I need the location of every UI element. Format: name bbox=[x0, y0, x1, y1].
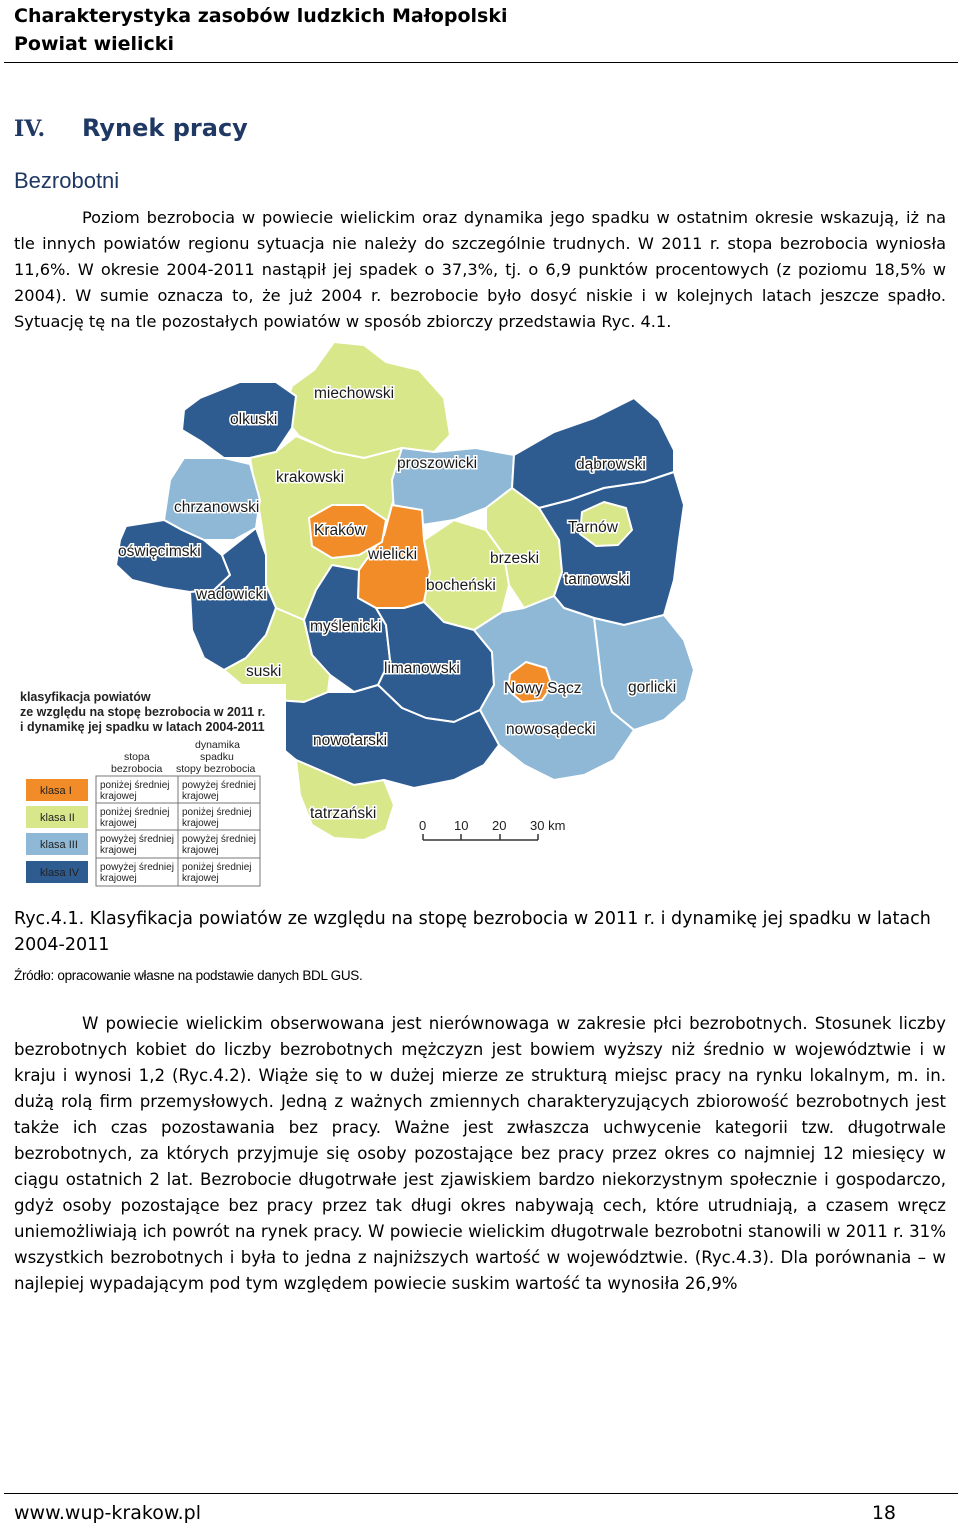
legend-title-3: i dynamikę jej spadku w latach 2004-2011 bbox=[20, 720, 265, 734]
footer-divider bbox=[4, 1493, 958, 1494]
label-wielicki: wielicki bbox=[368, 546, 418, 563]
label-krakow: Kraków bbox=[314, 522, 366, 539]
header-subtitle: Powiat wielicki bbox=[14, 33, 174, 55]
legend-cell: krajowej bbox=[182, 818, 219, 829]
label-proszowicki: proszowicki bbox=[397, 455, 478, 472]
scale-label: 20 bbox=[492, 818, 507, 833]
unemployment-map-figure bbox=[14, 340, 714, 890]
legend-class-1: klasa I bbox=[40, 785, 72, 797]
legend-col1-line1: stopa bbox=[124, 751, 150, 763]
legend-col2-line1: dynamika bbox=[195, 739, 240, 751]
legend-cell: poniżej średniej bbox=[182, 807, 252, 818]
scale-label: 10 bbox=[454, 818, 469, 833]
map-scale-bar bbox=[419, 818, 565, 840]
legend-cell: poniżej średniej bbox=[182, 862, 252, 873]
label-nowy-sacz: Nowy Sącz bbox=[504, 680, 582, 697]
label-nowosadecki: nowosądecki bbox=[506, 721, 596, 738]
legend-cell: powyżej średniej bbox=[182, 834, 256, 845]
legend-cell: krajowej bbox=[100, 845, 137, 856]
legend-cell: krajowej bbox=[100, 818, 137, 829]
label-gorlicki: gorlicki bbox=[628, 679, 677, 696]
page-number: 18 bbox=[871, 1502, 896, 1524]
legend-class-3: klasa III bbox=[40, 839, 78, 851]
legend-cell: krajowej bbox=[100, 873, 137, 884]
chapter-title: Rynek pracy bbox=[82, 114, 248, 142]
intro-paragraph-text: Poziom bezrobocia w powiecie wielickim oraz dynamika jego spadku w ostatnim okresie wskazują, iż na tle innych powiatów regionu sytuacja nie należy do szczególnie trudnych. W 2011 r. stopa bezrobocia wyniosła 11,6%. W okresie 2004-2011 nastąpił jej spadek o 37,3%, tj. o 6,9 punktów procentowych (z poziomu 18,5% w 2004). W sumie oznacza to, że już 2004 r. bezrobocie było dosyć niskie i w kolejnych latach jeszcze spadło. Sytuację tę na tle pozostałych powiatów w sposób zbiorczy przedstawia Ryc. 4.1. bbox=[14, 208, 946, 331]
label-suski: suski bbox=[246, 663, 282, 680]
legend-col1-line2: bezrobocia bbox=[111, 763, 163, 775]
legend-cell: poniżej średniej bbox=[100, 807, 170, 818]
section-subheading: Bezrobotni bbox=[14, 168, 120, 193]
label-chrzanowski: chrzanowski bbox=[174, 499, 260, 516]
legend-cell: krajowej bbox=[182, 845, 219, 856]
footer-url: www.wup-krakow.pl bbox=[14, 1502, 201, 1524]
header-divider bbox=[4, 62, 958, 63]
label-nowotarski: nowotarski bbox=[313, 732, 388, 749]
legend-cell: krajowej bbox=[182, 873, 219, 884]
legend-cell: krajowej bbox=[100, 791, 137, 802]
label-miechowski: miechowski bbox=[314, 385, 395, 402]
intro-paragraph bbox=[14, 205, 946, 335]
label-bochenski: bocheński bbox=[426, 577, 496, 594]
label-tarnowski: tarnowski bbox=[564, 571, 630, 588]
legend-cell: krajowej bbox=[182, 791, 219, 802]
label-olkuski: olkuski bbox=[230, 411, 278, 428]
label-myslenicki: myślenicki bbox=[310, 618, 382, 635]
legend-class-2: klasa II bbox=[40, 812, 75, 824]
page-header bbox=[14, 2, 954, 58]
legend-cell: powyżej średniej bbox=[182, 780, 256, 791]
figure-source: Źródło: opracowanie własne na podstawie danych BDL GUS. bbox=[14, 968, 363, 983]
chapter-number: IV. bbox=[14, 116, 46, 142]
label-wadowicki: wadowicki bbox=[196, 586, 267, 603]
body-paragraph-text: W powiecie wielickim obserwowana jest nierównowaga w zakresie płci bezrobotnych. Stosunek liczby bezrobotnych kobiet do liczby bezrobotnych mężczyzn jest bowiem wyższy niż średnio w województwie i w kraju i wynosi 1,2 (Ryc.4.2). Wiąże się to w dużej mierze ze strukturą miejsc pracy na rynku lokalnym, m. in. dużą rolą firm przemysłowych. Jedną z ważnych zmiennych charakteryzujących zbiorowość bezrobotnych jest także ich czas pozostawania bez pracy. Ważne jest zwłaszcza uchwycenie kategorii tzw. długotrwale bezrobotnych, za których przyjmuje się osoby pozostające bez pracy przez okres co najmniej 12 miesięcy w ciągu ostatnich 2 lat. Bezrobocie długotrwałe jest zjawiskiem bardzo niekorzystnym społecznie i gospodarczo, gdyż osoby pozostające bez pracy przez tak długi okres nabywają cech, które utrudniają, a czasem wręcz uniemożliwiają ich powrót na rynek pracy. W powiecie wielickim długotrwale bezrobotni stanowili w 2011 r. 31% wszystkich bezrobotnych i była to jedna z najniższych wartość w województwie. (Ryc.4.3). Dla porównania – w najlepiej wypadającym pod tym względem powiecie suskim wartość ta wynosiła 26,9% bbox=[14, 1014, 946, 1293]
label-limanowski: limanowski bbox=[384, 660, 460, 677]
scale-label: 0 bbox=[419, 818, 427, 833]
label-dabrowski: dąbrowski bbox=[576, 456, 646, 473]
legend-col2-line3: stopy bezrobocia bbox=[176, 763, 256, 775]
legend-col2-line2: spadku bbox=[200, 751, 234, 763]
header-title: Charakterystyka zasobów ludzkich Małopolski bbox=[14, 5, 508, 27]
label-oswiecimski: oświęcimski bbox=[118, 543, 201, 560]
unemployment-map bbox=[14, 340, 714, 890]
figure-caption: Ryc.4.1. Klasyfikacja powiatów ze względu na stopę bezrobocia w 2011 r. i dynamikę jej spadku w latach 2004-2011 bbox=[14, 909, 931, 955]
label-krakowski: krakowski bbox=[276, 469, 345, 486]
legend-cell: poniżej średniej bbox=[100, 780, 170, 791]
label-brzeski: brzeski bbox=[490, 550, 540, 567]
body-paragraph bbox=[14, 1011, 946, 1297]
legend-class-4: klasa IV bbox=[40, 867, 80, 879]
legend-title-2: ze względu na stopę bezrobocia w 2011 r. bbox=[20, 705, 266, 719]
chapter-heading bbox=[14, 114, 248, 142]
legend-title-1: klasyfikacja powiatów bbox=[20, 690, 151, 704]
scale-label: 30 km bbox=[530, 818, 566, 833]
legend-cell: powyżej średniej bbox=[100, 834, 174, 845]
map-legend bbox=[14, 684, 286, 889]
legend-cell: powyżej średniej bbox=[100, 862, 174, 873]
label-tarnow: Tarnów bbox=[568, 519, 618, 536]
label-tatrzanski: tatrzański bbox=[310, 805, 377, 822]
